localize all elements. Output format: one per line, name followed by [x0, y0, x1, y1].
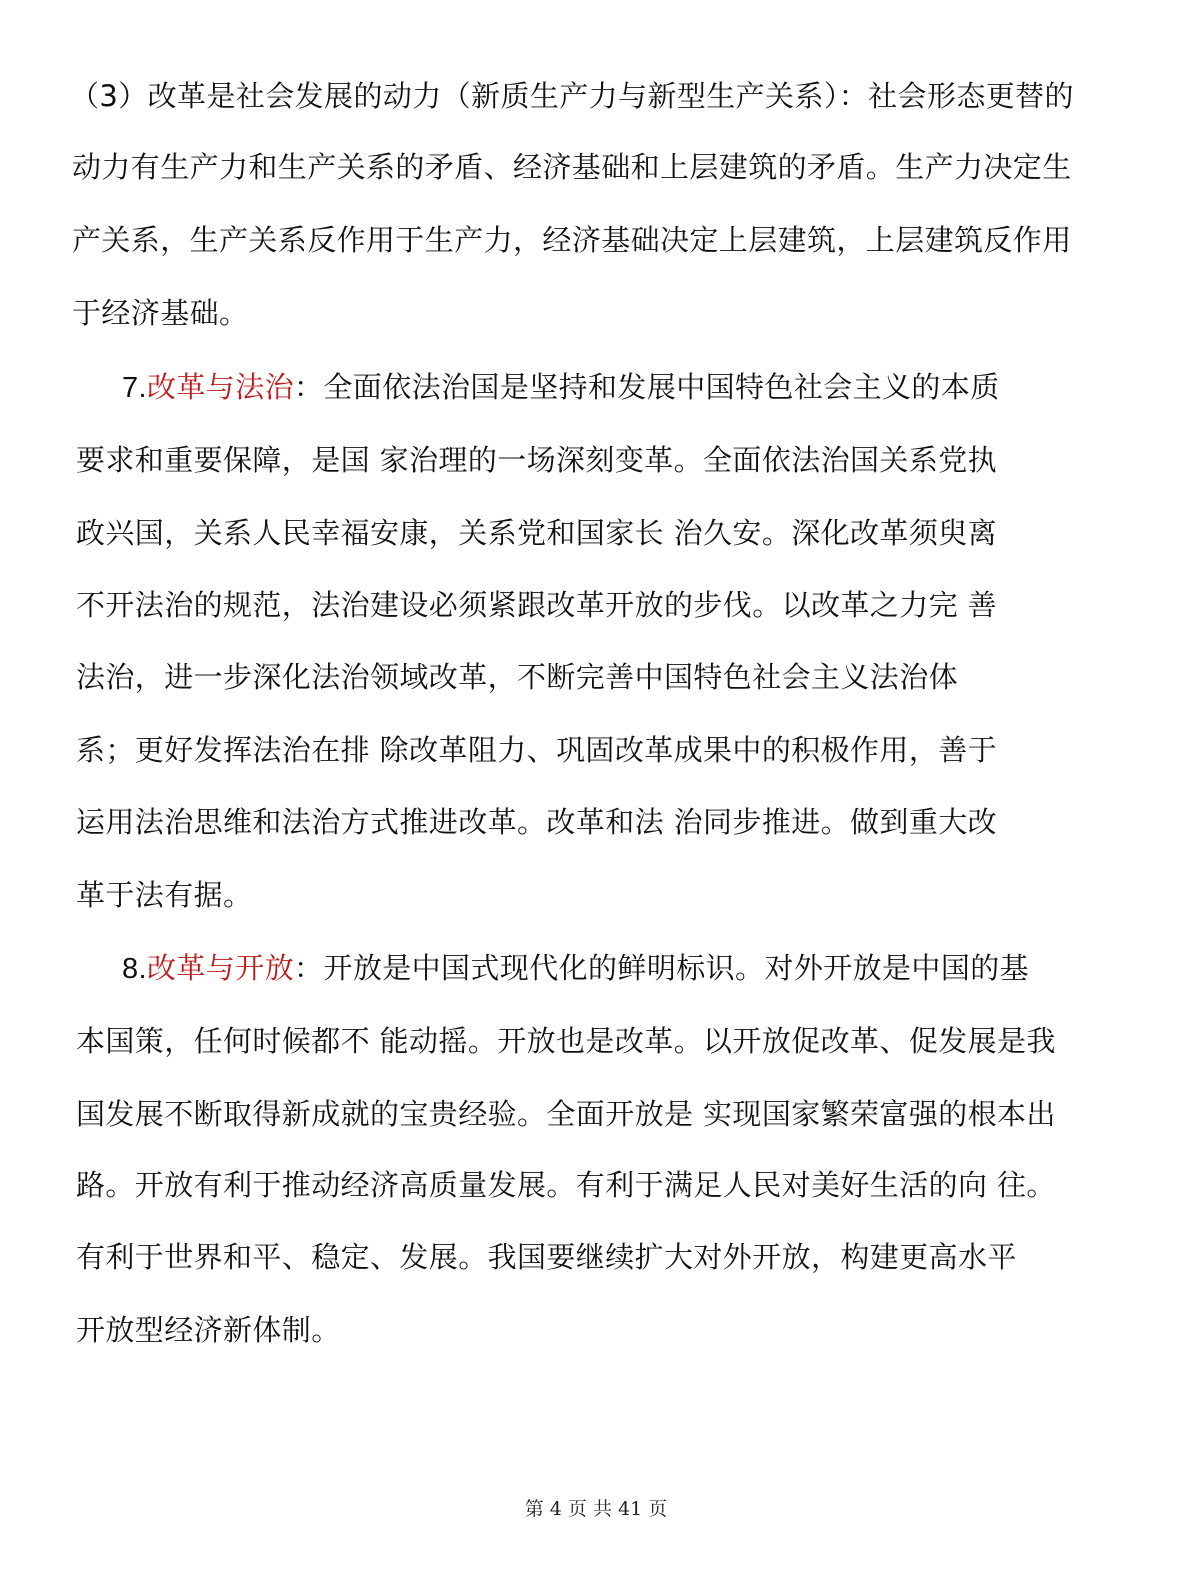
section7-line-7: 运用法治思维和法治方式推进改革。改革和法 治同步推进。做到重大改 [76, 805, 998, 839]
page-footer [0, 1496, 1192, 1522]
footer-middle: 页 共 [567, 1498, 612, 1520]
section7-line-5: 法治，进一步深化法治领域改革，不断完善中国特色社会主义法治体 [76, 660, 959, 694]
section3-line-2: 动力有生产力和生产关系的矛盾、经济基础和上层建筑的矛盾。生产力决定生 [72, 150, 1072, 184]
section7-title: 改革与法治 [147, 370, 295, 404]
section3-line-3: 产关系，生产关系反作用于生产力，经济基础决定上层建筑，上层建筑反作用 [72, 223, 1072, 257]
footer-page-number: 4 [549, 1498, 562, 1520]
footer-prefix: 第 [524, 1498, 544, 1520]
section8-title: 改革与开放 [147, 951, 295, 985]
section8-number: 8. [122, 953, 147, 985]
section8-line-6: 开放型经济新体制。 [76, 1313, 341, 1347]
footer-total-pages: 41 [618, 1498, 643, 1520]
section7-line-6: 系；更好发挥法治在排 除改革阻力、巩固改革成果中的积极作用，善于 [76, 733, 998, 767]
section8-line-4: 路。开放有利于推动经济高质量发展。有利于满足人民对美好生活的向 往。 [76, 1168, 1056, 1202]
section7-line-8: 革于法有据。 [76, 878, 253, 912]
section7-line-2: 要求和重要保障，是国 家治理的一场深刻变革。全面依法治国关系党执 [76, 443, 998, 477]
section8-line-3: 国发展不断取得新成就的宝贵经验。全面开放是 实现国家繁荣富强的根本出 [76, 1097, 1056, 1131]
section8-heading-line [122, 948, 1029, 988]
section7-first-line-text: ：全面依法治国是坚持和发展中国特色社会主义的本质 [294, 370, 1000, 404]
section7-heading-line [122, 367, 1000, 407]
section8-line-2: 本国策，任何时候都不 能动摇。开放也是改革。以开放促改革、促发展是我 [76, 1024, 1056, 1058]
section7-line-3: 政兴国，关系人民幸福安康，关系党和国家长 治久安。深化改革须臾离 [76, 516, 998, 550]
section7-line-4: 不开法治的规范，法治建设必须紧跟改革开放的步伐。以改革之力完 善 [76, 588, 998, 622]
footer-suffix: 页 [648, 1498, 668, 1520]
section8-first-line-text: ：开放是中国式现代化的鲜明标识。对外开放是中国的基 [294, 951, 1030, 985]
section3-line-4: 于经济基础。 [72, 296, 249, 330]
section8-line-5: 有利于世界和平、稳定、发展。我国要继续扩大对外开放，构建更高水平 [76, 1240, 1017, 1274]
section7-number: 7. [122, 372, 147, 404]
section3-line-1: （3）改革是社会发展的动力（新质生产力与新型生产关系）：社会形态更替的 [70, 79, 1074, 113]
